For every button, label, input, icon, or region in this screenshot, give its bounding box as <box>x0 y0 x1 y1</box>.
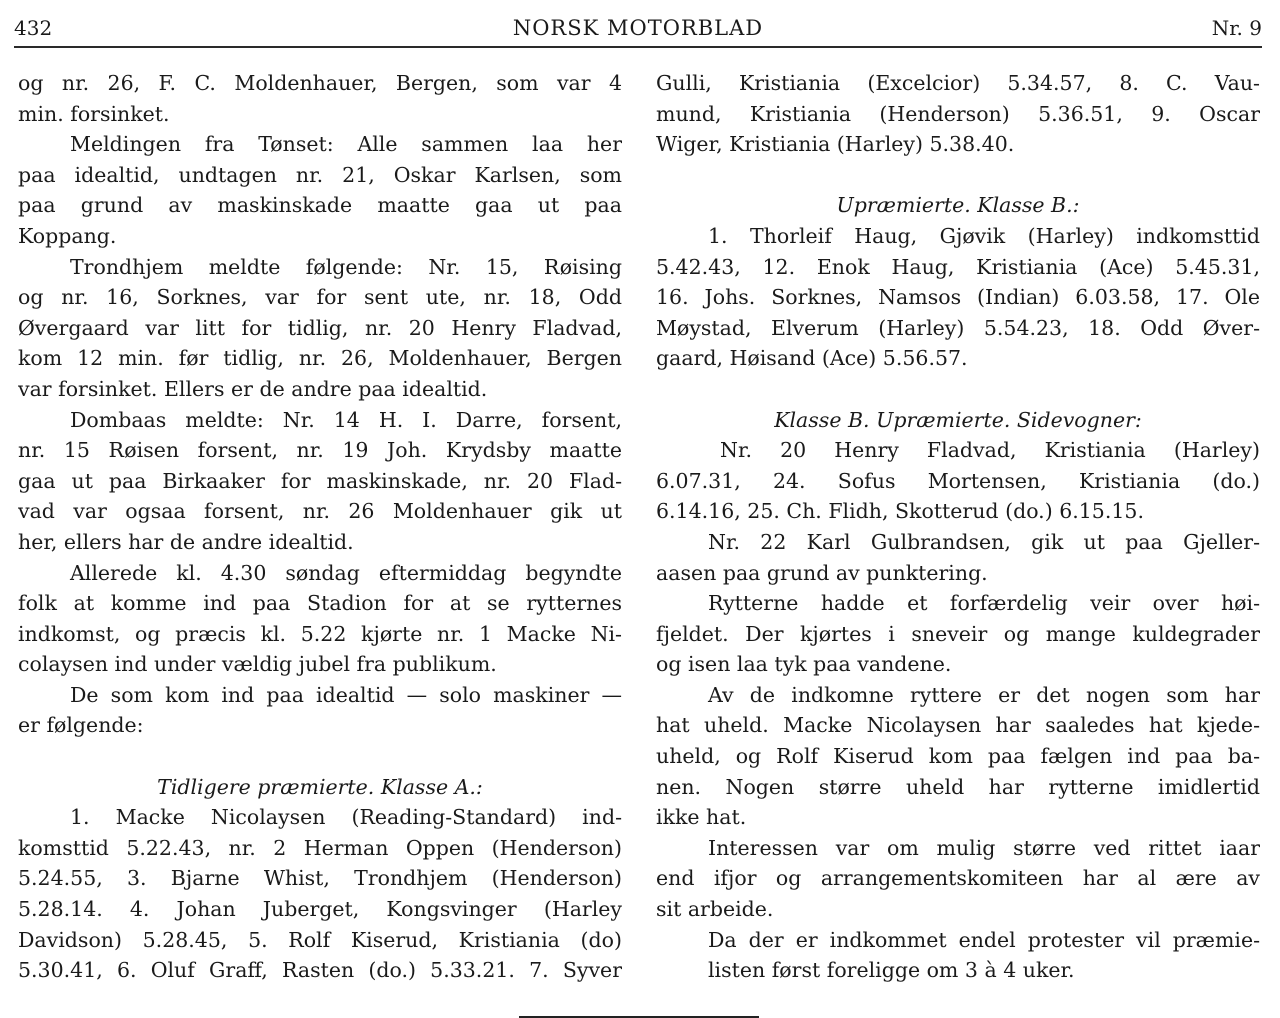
text-line: 1. Thorleif Haug, Gjøvik (Harley) indkomsttid <box>708 223 1260 248</box>
text-line: Av de indkomne ryttere er det nogen som har <box>708 682 1260 707</box>
text-line: Interessen var om mulig større ved rittet iaar <box>708 835 1260 860</box>
text-line: ikke hat. <box>656 805 747 830</box>
text-line: Nr. 22 Karl Gulbrandsen, gik ut paa Gjeller- <box>708 529 1260 554</box>
text-line: 16. Johs. Sorknes, Namsos (Indian) 6.03.58, 17. Ole <box>656 285 1260 310</box>
text-line: nr. 15 Røisen forsent, nr. 19 Joh. Krydsby maatte <box>18 438 622 463</box>
text-line: Øvergaard var litt for tidlig, nr. 20 Henry Fladvad, <box>18 315 622 340</box>
text-line: 6.07.31, 24. Sofus Mortensen, Kristiania (do.) <box>656 468 1260 493</box>
text-line: var forsinket. Ellers er de andre paa idealtid. <box>18 376 488 401</box>
text-line: De som kom ind paa idealtid — solo maskiner — <box>70 682 622 707</box>
section-heading: Tidligere præmierte. Klasse A.: <box>157 774 483 799</box>
page-header <box>14 12 1262 46</box>
text-line: gaa ut paa Birkaaker for maskinskade, nr. 20 Flad- <box>18 468 622 493</box>
text-line: Dombaas meldte: Nr. 14 H. I. Darre, forsent, <box>70 407 622 432</box>
text-line: er følgende: <box>18 713 144 738</box>
right-column <box>656 68 1260 986</box>
text-line: gaard, Høisand (Ace) 5.56.57. <box>656 346 968 371</box>
text-line: indkomst, og præcis kl. 5.22 kjørte nr. 1 Macke Ni- <box>18 621 622 646</box>
text-line: og nr. 26, F. C. Moldenhauer, Bergen, som var 4 <box>18 71 622 95</box>
text-line: Koppang. <box>18 223 117 248</box>
text-line: aasen paa grund av punktering. <box>656 560 988 585</box>
text-line: Meldingen fra Tønset: Alle sammen laa her <box>70 132 622 157</box>
blank-line <box>656 160 1260 191</box>
text-line: komsttid 5.22.43, nr. 2 Herman Oppen (Henderson) <box>18 835 622 860</box>
text-line: 5.28.14. 4. Johan Juberget, Kongsvinger (Harley <box>18 897 622 922</box>
text-line: Wiger, Kristiania (Harley) 5.38.40. <box>656 132 1015 157</box>
blank-line <box>656 374 1260 405</box>
text-line: Gulli, Kristiania (Excelcior) 5.34.57, 8. C. Vau- <box>656 71 1260 95</box>
section-heading: Upræmierte. Klasse B.: <box>836 193 1080 218</box>
text-line: listen først foreligge om 3 à 4 uker. <box>708 958 1075 983</box>
blank-line <box>18 741 622 772</box>
text-line: uheld, og Rolf Kiserud kom paa fælgen ind paa ba- <box>656 744 1260 769</box>
text-line: Allerede kl. 4.30 søndag eftermiddag begyndte <box>70 560 622 585</box>
text-line: colaysen ind under vældig jubel fra publikum. <box>18 652 497 677</box>
text-line: og isen laa tyk paa vandene. <box>656 652 952 677</box>
text-line: Da der er indkommet endel protester vil præmie- <box>708 927 1260 952</box>
text-line: Trondhjem meldte følgende: Nr. 15, Røising <box>70 254 622 279</box>
text-line: Møystad, Elverum (Harley) 5.54.23, 18. Odd Øver- <box>656 315 1260 340</box>
text-line: og nr. 16, Sorknes, var for sent ute, nr. 18, Odd <box>18 285 622 310</box>
text-line: 1. Macke Nicolaysen (Reading-Standard) ind- <box>70 805 622 830</box>
journal-title: NORSK MOTORBLAD <box>512 16 764 40</box>
text-line: paa idealtid, undtagen nr. 21, Oskar Karlsen, som <box>18 162 622 187</box>
text-line: Davidson) 5.28.45, 5. Rolf Kiserud, Kristiania (do) <box>18 927 622 952</box>
text-line: mund, Kristiania (Henderson) 5.36.51, 9. Oscar <box>656 101 1260 126</box>
text-line: Rytterne hadde et forfærdelig veir over høi- <box>708 591 1260 616</box>
text-line: vad var ogsaa forsent, nr. 26 Moldenhauer gik ut <box>18 499 622 524</box>
text-line: paa grund av maskinskade maatte gaa ut paa <box>18 193 622 218</box>
text-line: end ifjor og arrangementskomiteen har al ære av <box>656 866 1260 891</box>
text-line: 5.30.41, 6. Oluf Graff, Rasten (do.) 5.33.21. 7. Syver <box>18 958 622 983</box>
text-line: 5.24.55, 3. Bjarne Whist, Trondhjem (Henderson) <box>18 866 622 891</box>
text-line: fjeldet. Der kjørtes i sneveir og mange kuldegrader <box>656 621 1260 646</box>
section-heading: Klasse B. Upræmierte. Sidevogner: <box>774 407 1142 432</box>
header-rule <box>14 46 1262 48</box>
text-line: her, ellers har de andre idealtid. <box>18 529 354 554</box>
text-line: hat uheld. Macke Nicolaysen har saaledes hat kjede- <box>656 713 1260 738</box>
page-number: 432 <box>14 16 53 40</box>
issue-number: Nr. 9 <box>1211 16 1262 40</box>
text-line: min. forsinket. <box>18 101 170 126</box>
text-line: 5.42.43, 12. Enok Haug, Kristiania (Ace) 5.45.31, <box>656 254 1260 279</box>
left-column <box>18 68 622 986</box>
text-line: 6.14.16, 25. Ch. Flidh, Skotterud (do.) 6.15.15. <box>656 499 1144 524</box>
text-line: folk at komme ind paa Stadion for at se rytternes <box>18 591 622 616</box>
text-line: nen. Nogen større uheld har rytterne imidlertid <box>656 774 1260 799</box>
text-line: sit arbeide. <box>656 897 774 922</box>
text-line: Nr. 20 Henry Fladvad, Kristiania (Harley) <box>720 438 1260 463</box>
text-line: kom 12 min. før tidlig, nr. 26, Moldenhauer, Bergen <box>18 346 622 371</box>
